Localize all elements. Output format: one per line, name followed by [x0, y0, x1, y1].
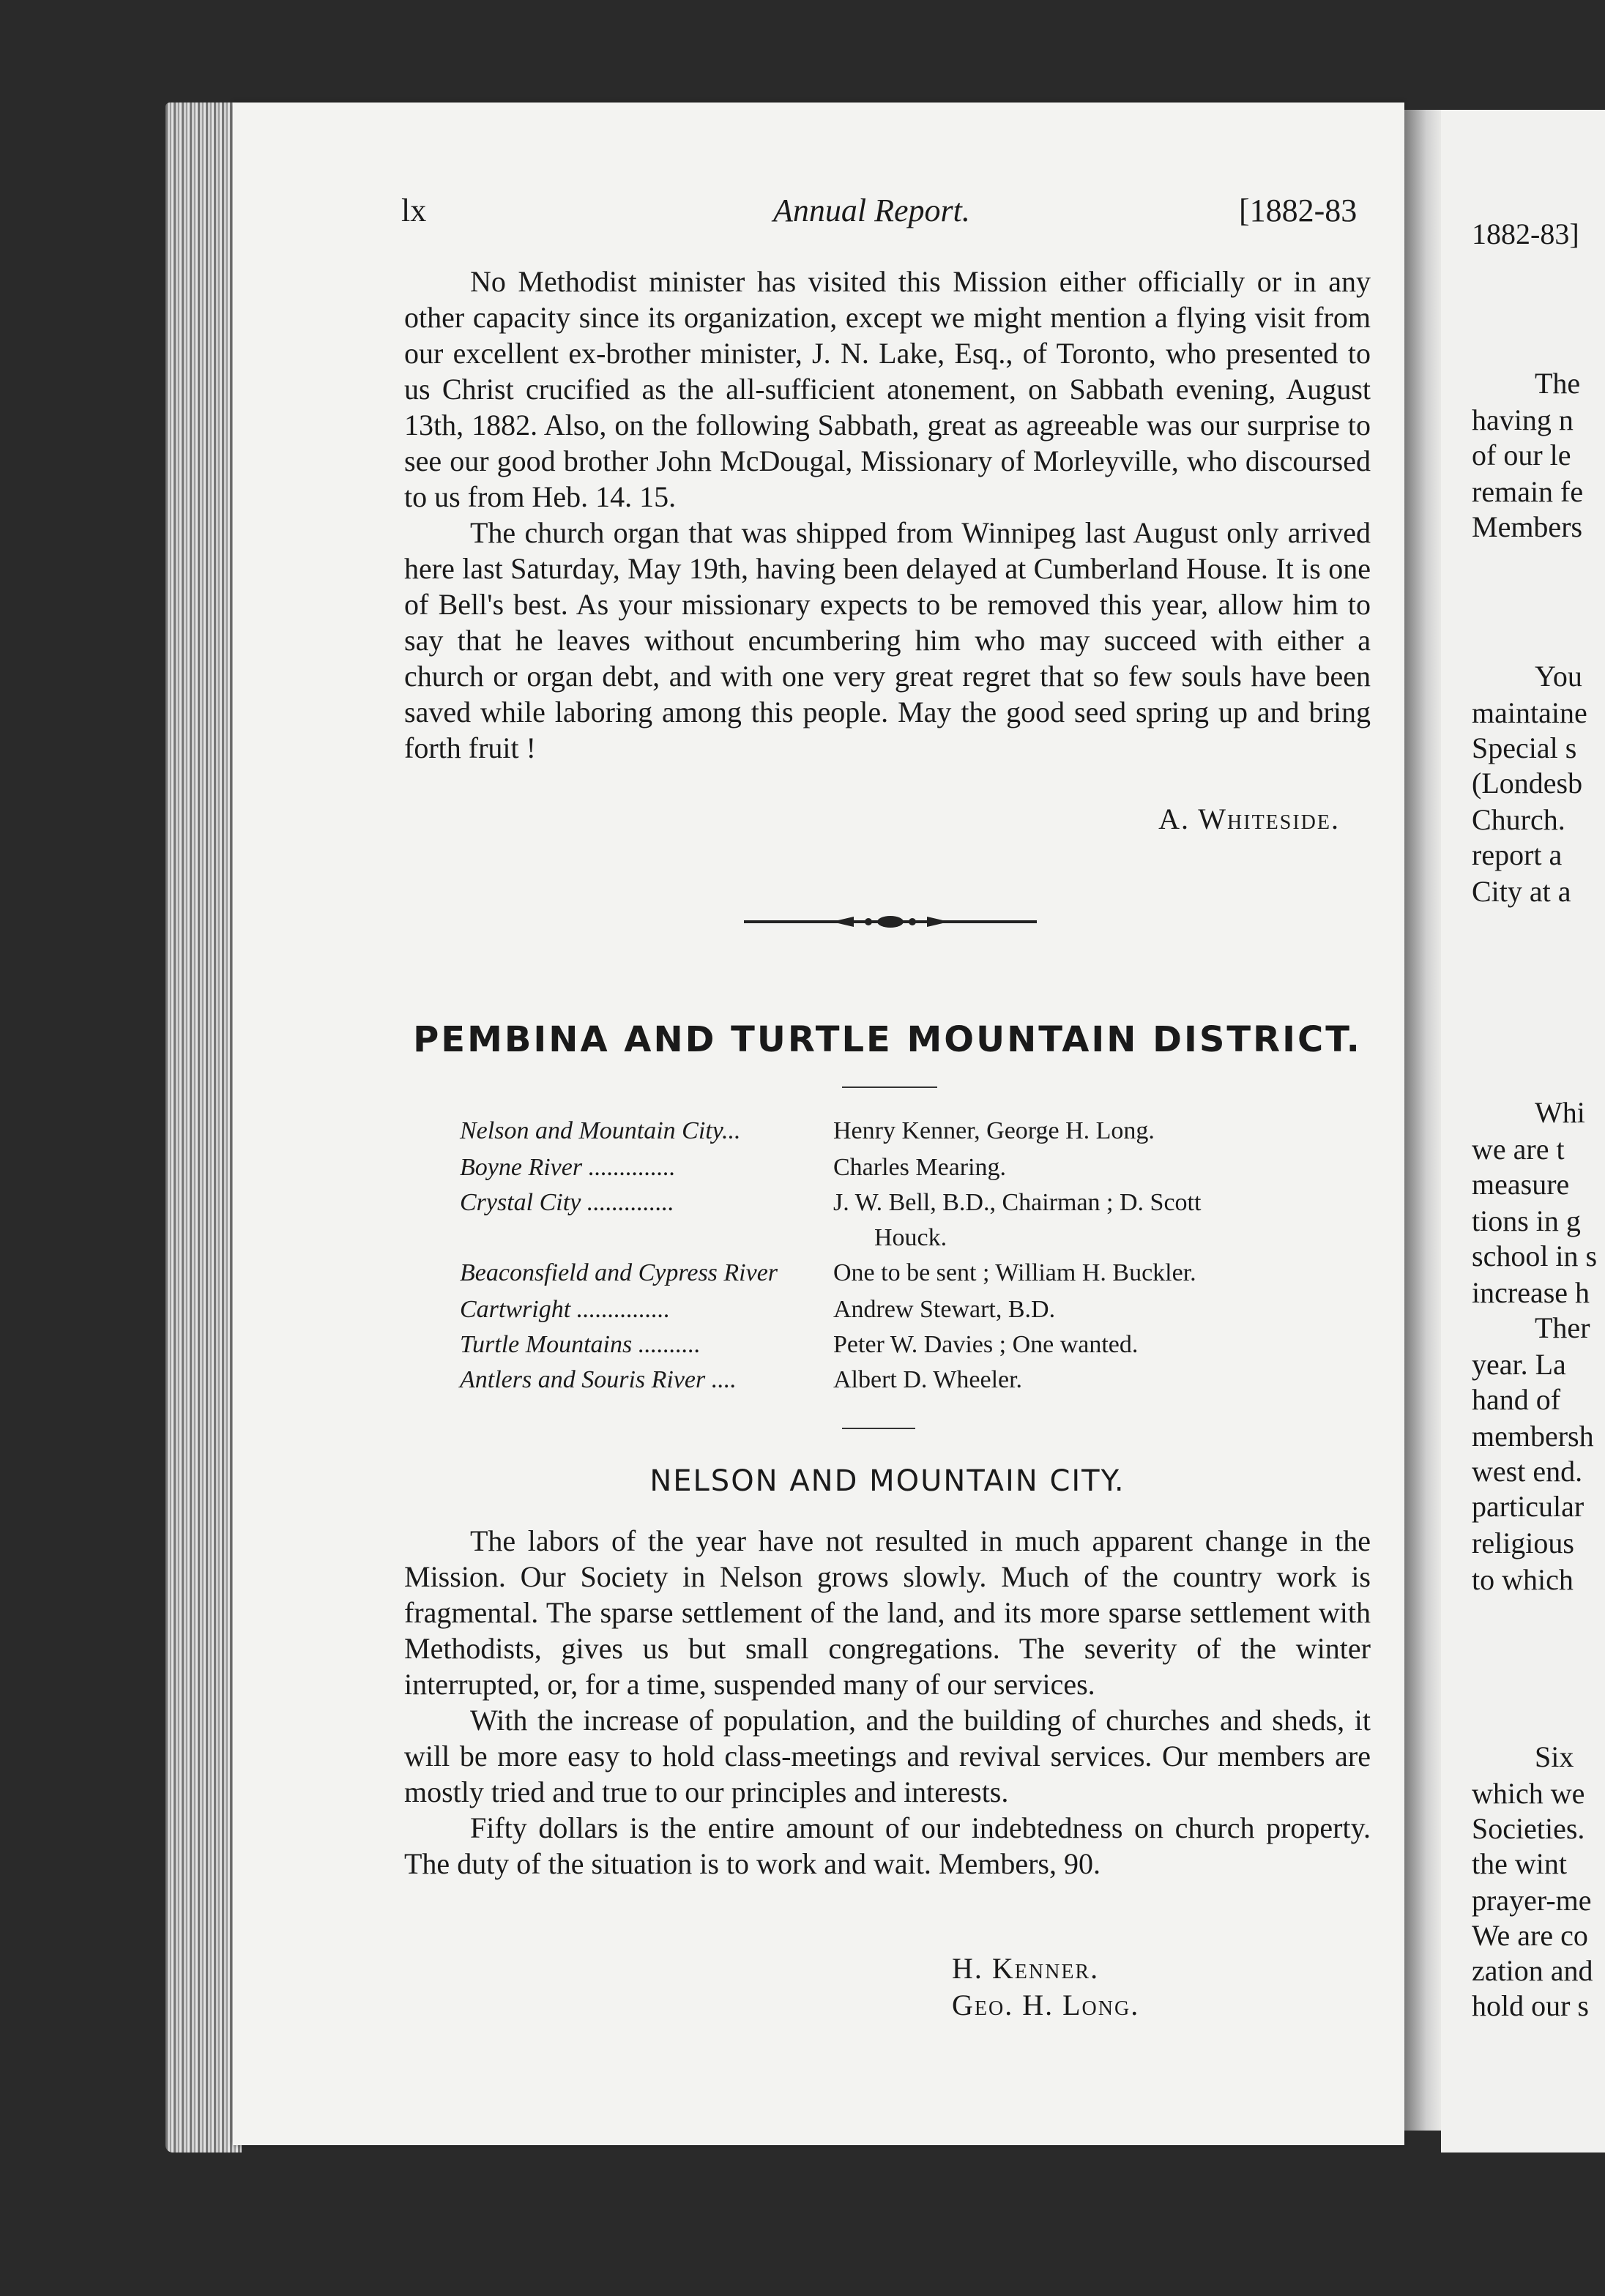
- divider: [842, 1086, 937, 1088]
- right-page-line: Societies.: [1472, 1812, 1585, 1845]
- mission-place: Crystal City ..............: [460, 1189, 674, 1216]
- intro-signature: A. Whiteside.: [1158, 802, 1340, 835]
- signature-long: Geo. H. Long.: [952, 1988, 1140, 2021]
- signature-kenner: H. Kenner.: [952, 1952, 1100, 1985]
- right-page-line: Whi: [1535, 1096, 1585, 1129]
- district-row: [460, 1224, 1375, 1258]
- intro-text: [404, 264, 1371, 766]
- ornament-divider: [744, 911, 1037, 933]
- section-paragraph: Fifty dollars is the entire amount of our indebtedness on church property. The duty of the situation is to work and wait. Members, 90.: [404, 1811, 1371, 1880]
- right-page-line: We are co: [1472, 1919, 1588, 1952]
- book-gutter: [1404, 110, 1441, 2131]
- page-number: lx: [401, 193, 427, 228]
- right-page-line: of our le: [1472, 439, 1571, 471]
- right-page-line: measure: [1472, 1168, 1570, 1201]
- right-page-line: to which: [1472, 1563, 1574, 1596]
- right-page-line: religious: [1472, 1527, 1574, 1559]
- section-paragraph: With the increase of population, and the building of churches and sheds, it will be more easy to hold class-meetings and revival services. Our members are mostly tried and true to our principles and interests.: [404, 1704, 1371, 1808]
- mission-ministers: J. W. Bell, B.D., Chairman ; D. Scott: [833, 1189, 1202, 1216]
- mission-place: Nelson and Mountain City...: [460, 1117, 741, 1144]
- right-page-line: particular: [1472, 1490, 1584, 1523]
- district-row: [460, 1296, 1375, 1330]
- right-page-line: hold our s: [1472, 1989, 1589, 2022]
- mission-place: Boyne River ..............: [460, 1154, 676, 1181]
- right-page-line: school in s: [1472, 1240, 1598, 1272]
- right-page-line: (Londesb: [1472, 767, 1583, 800]
- district-row: [460, 1117, 1375, 1151]
- right-page-line: You: [1535, 660, 1582, 693]
- divider: [842, 1428, 915, 1429]
- right-page-line: The: [1535, 367, 1581, 400]
- right-page-line: year. La: [1472, 1348, 1566, 1381]
- right-page-line: the wint: [1472, 1847, 1567, 1880]
- right-page-line: remain fe: [1472, 475, 1584, 508]
- district-row: [460, 1154, 1375, 1188]
- book-page-edges: [165, 102, 242, 2152]
- district-row: [460, 1259, 1375, 1293]
- right-page-line: Ther: [1535, 1311, 1590, 1344]
- mission-ministers: Albert D. Wheeler.: [833, 1366, 1023, 1393]
- mission-place: Beaconsfield and Cypress River: [460, 1259, 778, 1286]
- intro-paragraph: No Methodist minister has visited this Mission either officially or in any other capacity since its organization, except we might mention a flying visit from our excellent ex-brother minister, J. N. Lake, Esq., of Toronto, who presented to us Christ crucified as the all-sufficient atonement, on Sabbath evening, August 13th, 1882. Also, on the following Sabbath, great as agreeable was our surprise to see our good brother John McDougal, Missionary of Morleyville, who discoursed to us from Heb. 14. 15.: [404, 265, 1371, 513]
- right-page-line: membersh: [1472, 1420, 1594, 1453]
- right-page-line: Special s: [1472, 731, 1577, 764]
- district-title: PEMBINA AND TURTLE MOUNTAIN DISTRICT.: [413, 1019, 1362, 1060]
- right-page-line: west end.: [1472, 1455, 1583, 1488]
- right-page-line: zation and: [1472, 1954, 1593, 1987]
- right-page-line: tions in g: [1472, 1204, 1581, 1237]
- right-page-line: maintaine: [1472, 696, 1587, 729]
- mission-place: Antlers and Souris River ....: [460, 1366, 737, 1393]
- right-page-line: we are t: [1472, 1133, 1565, 1166]
- section-title: NELSON AND MOUNTAIN CITY.: [649, 1464, 1125, 1498]
- district-row: [460, 1366, 1375, 1400]
- right-page-line: hand of: [1472, 1383, 1561, 1416]
- right-page-line: Church.: [1472, 803, 1565, 836]
- right-page-line: City at a: [1472, 875, 1571, 908]
- mission-ministers: Andrew Stewart, B.D.: [833, 1296, 1056, 1323]
- mission-ministers: One to be sent ; William H. Buckler.: [833, 1259, 1196, 1286]
- intro-paragraph: The church organ that was shipped from Winnipeg last August only arrived here last Saturday, May 19th, having been delayed at Cumberland House. It is one of Bell's best. As your missionary expects to be removed this year, allow him to say that he leaves without encumbering him who may succeed with either a church or organ debt, and with one very great regret that so few souls have been saved while laboring among this people. May the good seed spring up and bring forth fruit !: [404, 516, 1371, 764]
- mission-ministers: Henry Kenner, George H. Long.: [833, 1117, 1155, 1144]
- mission-ministers: Houck.: [874, 1224, 947, 1251]
- right-page-line: report a: [1472, 838, 1563, 871]
- right-page-line: Members: [1472, 510, 1583, 543]
- right-page-line: which we: [1472, 1777, 1585, 1810]
- mission-ministers: Charles Mearing.: [833, 1154, 1007, 1181]
- district-row: [460, 1331, 1375, 1365]
- right-page-header: 1882-83]: [1472, 217, 1579, 250]
- district-row: [460, 1189, 1375, 1223]
- right-page-line: increase h: [1472, 1276, 1590, 1309]
- right-page-line: Six: [1535, 1740, 1574, 1773]
- mission-place: Cartwright ...............: [460, 1296, 671, 1323]
- mission-place: Turtle Mountains ..........: [460, 1331, 701, 1358]
- mission-ministers: Peter W. Davies ; One wanted.: [833, 1331, 1139, 1358]
- section-paragraph: The labors of the year have not resulted in much apparent change in the Mission. Our Society in Nelson grows slowly. Much of the country work is fragmental. The sparse settlement of the land, and its more sparse settlement with Methodists, gives us but small congregations. The severity of the winter interrupted, or, for a time, suspended many of our services.: [404, 1524, 1371, 1701]
- right-page-line: prayer-me: [1472, 1884, 1592, 1917]
- section-text: [404, 1523, 1371, 1882]
- running-title: Annual Report.: [773, 193, 970, 228]
- right-page-line: having n: [1472, 403, 1574, 436]
- running-year: [1882-83: [1239, 193, 1358, 228]
